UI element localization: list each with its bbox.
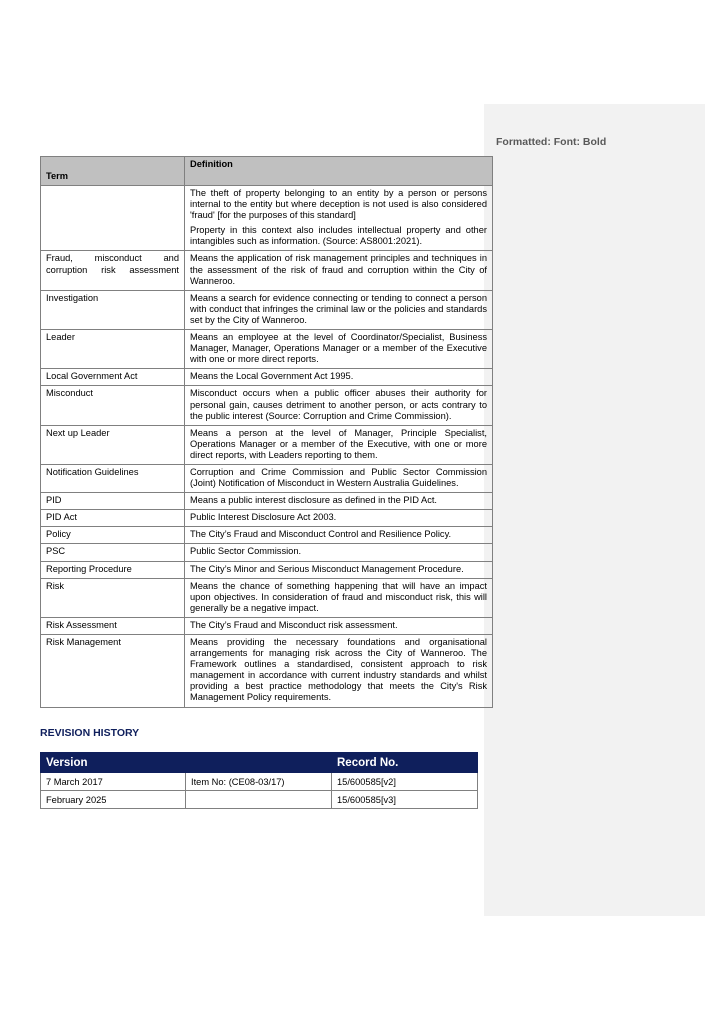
term-cell: Leader xyxy=(41,330,185,369)
item-cell: Item No: (CE08-03/17) xyxy=(186,773,332,791)
definition-cell xyxy=(185,186,493,251)
version-cell: 7 March 2017 xyxy=(41,773,186,791)
table-row xyxy=(41,369,493,386)
record-no-header: Record No. xyxy=(332,753,478,773)
definitions-table xyxy=(40,156,493,708)
table-row xyxy=(41,561,493,578)
term-cell: Misconduct xyxy=(41,386,185,425)
version-cell: February 2025 xyxy=(41,791,186,809)
record-no-cell: 15/600585[v2] xyxy=(332,773,478,791)
definition-cell xyxy=(185,527,493,544)
definition-text: Public Sector Commission. xyxy=(190,546,302,557)
item-cell xyxy=(186,791,332,809)
definition-cell xyxy=(185,425,493,464)
table-row xyxy=(41,527,493,544)
term-cell: PID Act xyxy=(41,510,185,527)
definition-cell xyxy=(185,464,493,492)
definition-text: Means an employee at the level of Coordinator/Specialist, Business Manager, Manager, Operations Manager or a member of the Executive with one or more direct reports. xyxy=(190,332,487,365)
comment-pane xyxy=(484,104,705,916)
term-cell: Investigation xyxy=(41,290,185,329)
definition-cell xyxy=(185,330,493,369)
definition-cell xyxy=(185,493,493,510)
definition-cell xyxy=(185,635,493,708)
definition-text: Means the Local Government Act 1995. xyxy=(190,371,354,382)
table-row xyxy=(41,386,493,425)
table-row xyxy=(41,330,493,369)
table-row xyxy=(41,635,493,708)
revision-history-title: REVISION HISTORY xyxy=(40,727,140,739)
definition-text: Corruption and Crime Commission and Public Sector Commission (Joint) Notification of Misconduct in Western Australia Guidelines. xyxy=(190,466,487,489)
definition-text: Means the chance of something happening that will have an impact upon objectives. In consideration of fraud and misconduct risk, this will generally be a negative impact. xyxy=(190,580,487,613)
term-cell: Risk xyxy=(41,578,185,617)
revision-history-table xyxy=(40,752,478,809)
definition-text: Means a search for evidence connecting or tending to connect a person with conduct that infringes the criminal law or the policies and standards set by the City of Wanneroo. xyxy=(190,292,487,325)
table-row xyxy=(41,617,493,634)
definition-text: The City’s Minor and Serious Misconduct Management Procedure. xyxy=(190,563,464,574)
definition-text: Means providing the necessary foundations and organisational arrangements for managing risk across the City of Wanneroo. The Framework outlines a standardised, consistent approach to risk management in accordance with current industry standards and whilst providing a best practice methodology that meets the City's Risk Management Policy requirements. xyxy=(190,637,487,703)
item-header xyxy=(186,753,332,773)
definition-header: Definition xyxy=(185,157,493,186)
definition-text: Property in this context also includes intellectual property and other intangibles such as information. (Source: AS8001:2021). xyxy=(190,225,487,247)
table-row xyxy=(41,791,478,809)
definition-text: Means a person at the level of Manager, Principle Specialist, Operations Manager or a member of the Executive, with one or more direct reports, with Leaders reporting to them. xyxy=(190,427,487,460)
definition-cell xyxy=(185,544,493,561)
definition-cell xyxy=(185,617,493,634)
definition-cell xyxy=(185,386,493,425)
table-row xyxy=(41,186,493,251)
table-row xyxy=(41,510,493,527)
definition-text: The City’s Fraud and Misconduct risk assessment. xyxy=(190,619,398,630)
term-cell: Notification Guidelines xyxy=(41,464,185,492)
term-cell: Risk Assessment xyxy=(41,617,185,634)
definition-cell xyxy=(185,561,493,578)
table-row xyxy=(41,251,493,290)
table-row xyxy=(41,544,493,561)
term-cell: PID xyxy=(41,493,185,510)
term-cell: Local Government Act xyxy=(41,369,185,386)
table-row xyxy=(41,578,493,617)
definition-text: Public Interest Disclosure Act 2003. xyxy=(190,512,337,523)
comment-pane-title: Formatted: Font: Bold xyxy=(496,136,607,148)
definition-cell xyxy=(185,290,493,329)
definition-cell xyxy=(185,251,493,290)
table-row xyxy=(41,425,493,464)
definition-text: The City’s Fraud and Misconduct Control and Resilience Policy. xyxy=(190,529,452,540)
term-header: Term xyxy=(41,157,185,186)
definition-cell xyxy=(185,578,493,617)
version-header: Version xyxy=(41,753,186,773)
definition-text: The theft of property belonging to an entity by a person or persons internal to the entity but where deception is not used is also considered 'fraud' [for the purposes of this standard] xyxy=(190,188,487,221)
definition-text: Means the application of risk management principles and techniques in the assessment of the risk of fraud and corruption within the City of Wanneroo. xyxy=(190,253,487,286)
table-row xyxy=(41,493,493,510)
term-cell: Next up Leader xyxy=(41,425,185,464)
table-row xyxy=(41,464,493,492)
term-cell: Policy xyxy=(41,527,185,544)
table-row xyxy=(41,773,478,791)
term-cell xyxy=(41,186,185,251)
term-cell: PSC xyxy=(41,544,185,561)
definition-cell xyxy=(185,510,493,527)
term-cell: Fraud, misconduct and corruption risk assessment xyxy=(41,251,185,290)
term-cell: Reporting Procedure xyxy=(41,561,185,578)
definition-text: Misconduct occurs when a public officer abuses their authority for personal gain, causes detriment to another person, or acts contrary to the public interest (Source: Corruption and Crime Commission). xyxy=(190,388,487,421)
record-no-cell: 15/600585[v3] xyxy=(332,791,478,809)
definition-cell xyxy=(185,369,493,386)
definition-text: Means a public interest disclosure as defined in the PID Act. xyxy=(190,495,438,506)
term-cell: Risk Management xyxy=(41,635,185,708)
table-row xyxy=(41,290,493,329)
